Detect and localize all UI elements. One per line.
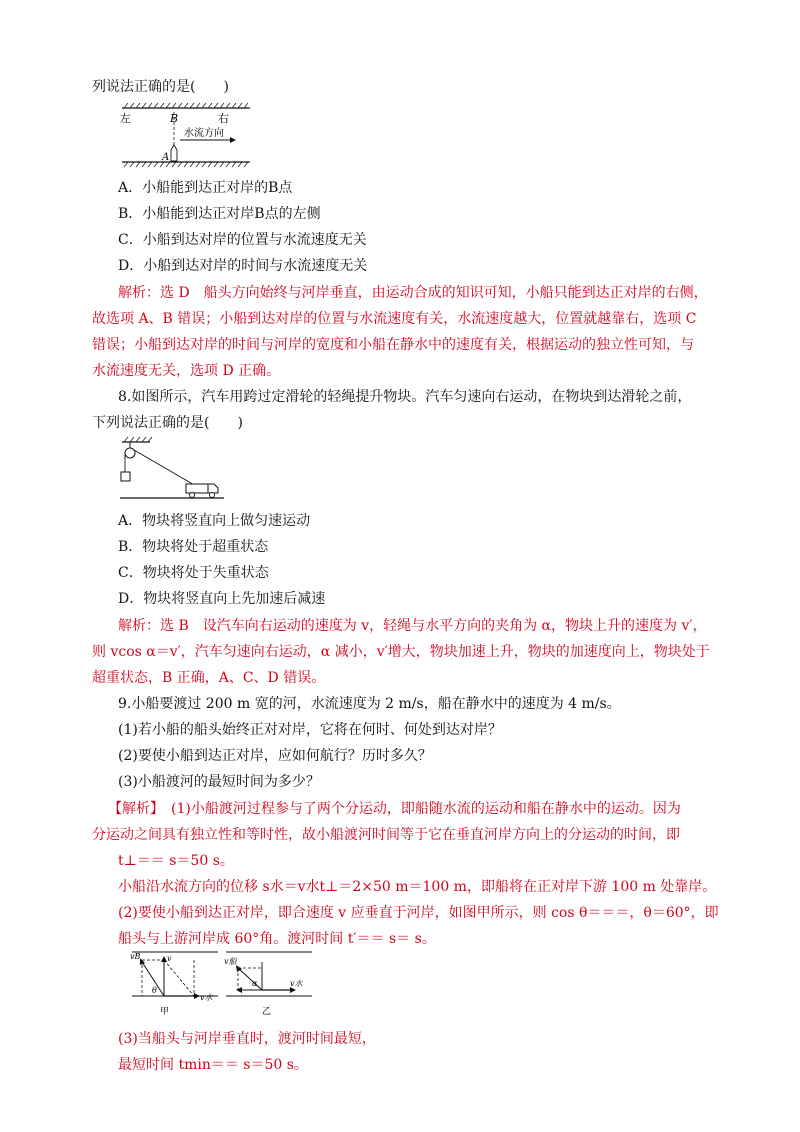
- option-b: B．小船能到达正对岸B点的左侧: [118, 206, 321, 222]
- theta-label: θ: [152, 986, 157, 995]
- truck-icon: [186, 484, 208, 493]
- q8-option-d: D．物块将竖直向上先加速后减速: [118, 591, 326, 607]
- left-label: 左: [120, 112, 131, 125]
- q9-solution: 最短时间 tmin＝＝ s＝50 s。: [118, 1057, 308, 1073]
- river-figure: [118, 100, 258, 176]
- q9-sub: (3)小船渡河的最短时间为多少？: [118, 774, 320, 790]
- question-stem: 列说法正确的是( ): [92, 79, 229, 95]
- option-d: D．小船到达对岸的时间与水流速度无关: [118, 258, 368, 274]
- point-a-label: A: [162, 152, 170, 163]
- figure-jia: [130, 950, 220, 1024]
- q9-solution: (2)要使小船到达正对岸，即合速度 v 应垂直于河岸，如图甲所示，则 cos θ＝＝＝，θ＝60°，即: [118, 905, 719, 921]
- vc-label: v船: [224, 957, 237, 966]
- q8-stem: 8.如图所示，汽车用跨过定滑轮的轻绳提升物块。汽车匀速向右运动，在物块到达滑轮之前，: [118, 389, 692, 405]
- analysis-line: 错误；小船到达对岸的时间与河岸的宽度和小船在静水中的速度有关，根据运动的独立性可知，与: [92, 337, 694, 353]
- analysis-line: 水流速度无关，选项 D 正确。: [92, 363, 281, 379]
- analysis-line: 故选项 A、B 错误；小船到达对岸的位置与水流速度有关，水流速度越大，位置就越靠右，选项 C: [92, 311, 697, 327]
- caption-yi: 乙: [262, 1007, 272, 1017]
- q9-solution: 【解析】 (1)小船渡河过程参与了两个分运动，即船随水流的运动和船在静水中的运动。因为: [108, 801, 681, 817]
- q8-analysis: 则 vcos α＝v′，汽车匀速向右运动，α 减小，v′增大，物块加速上升，物块的加速度向上，物块处于: [92, 644, 710, 660]
- alpha-label: α: [252, 979, 258, 988]
- q8-analysis: 超重状态，B 正确，A、C、D 错误。: [92, 670, 326, 686]
- option-c: C．小船到达对岸的位置与水流速度无关: [118, 232, 367, 248]
- vs-label: v水: [200, 993, 213, 1002]
- q8-analysis: 解析：选 B 设汽车向右运动的速度为 v，轻绳与水平方向的夹角为 α，物块上升的速度为 v′，: [118, 618, 707, 634]
- boat-icon: [171, 145, 177, 161]
- analysis-line: 解析：选 D 船头方向始终与河岸垂直，由运动合成的知识可知，小船只能到达正对岸的右侧，: [118, 285, 708, 301]
- q8-option-c: C．物块将处于失重状态: [118, 565, 269, 581]
- figure-yi: [224, 950, 314, 1024]
- vb-label: vB: [130, 952, 141, 961]
- option-a: A．小船能到达正对岸的B点: [118, 180, 293, 196]
- point-b-label: B: [170, 112, 179, 125]
- q9-stem: 9.小船要渡过 200 m 宽的河，水流速度为 2 m/s，船在静水中的速度为 4 m/s。: [118, 696, 621, 712]
- v-label: v: [167, 954, 172, 963]
- q8-option-b: B．物块将处于超重状态: [118, 539, 269, 555]
- vs-label: v水: [290, 979, 303, 988]
- pulley-figure: [118, 436, 228, 506]
- flow-label: 水流方向: [184, 128, 224, 139]
- q9-sub: (2)要使小船到达正对岸，应如何航行？历时多久？: [118, 748, 432, 764]
- right-label: 右: [218, 112, 229, 125]
- q8-option-a: A．物块将竖直向上做匀速运动: [118, 513, 311, 529]
- caption-jia: 甲: [160, 1007, 170, 1017]
- q8-stem: 下列说法正确的是( ): [92, 415, 243, 431]
- q9-solution: 小船沿水流方向的位移 s水＝v水t⊥＝2×50 m＝100 m，即船将在正对岸下游 100 m 处靠岸。: [118, 879, 717, 895]
- q9-solution: (3)当船头与河岸垂直时，渡河时间最短，: [118, 1031, 376, 1047]
- q9-solution: t⊥＝＝ s＝50 s。: [118, 853, 234, 869]
- q9-solution: 分运动之间具有独立性和等时性，故小船渡河时间等于它在垂直河岸方向上的分运动的时间，即: [92, 827, 680, 843]
- q9-solution: 船头与上游河岸成 60°角。渡河时间 t′＝＝ s＝ s。: [118, 931, 436, 947]
- q9-sub: (1)若小船的船头始终正对对岸，它将在何时、何处到达对岸？: [118, 722, 502, 738]
- pulley-icon: [125, 448, 135, 458]
- block-icon: [121, 472, 130, 481]
